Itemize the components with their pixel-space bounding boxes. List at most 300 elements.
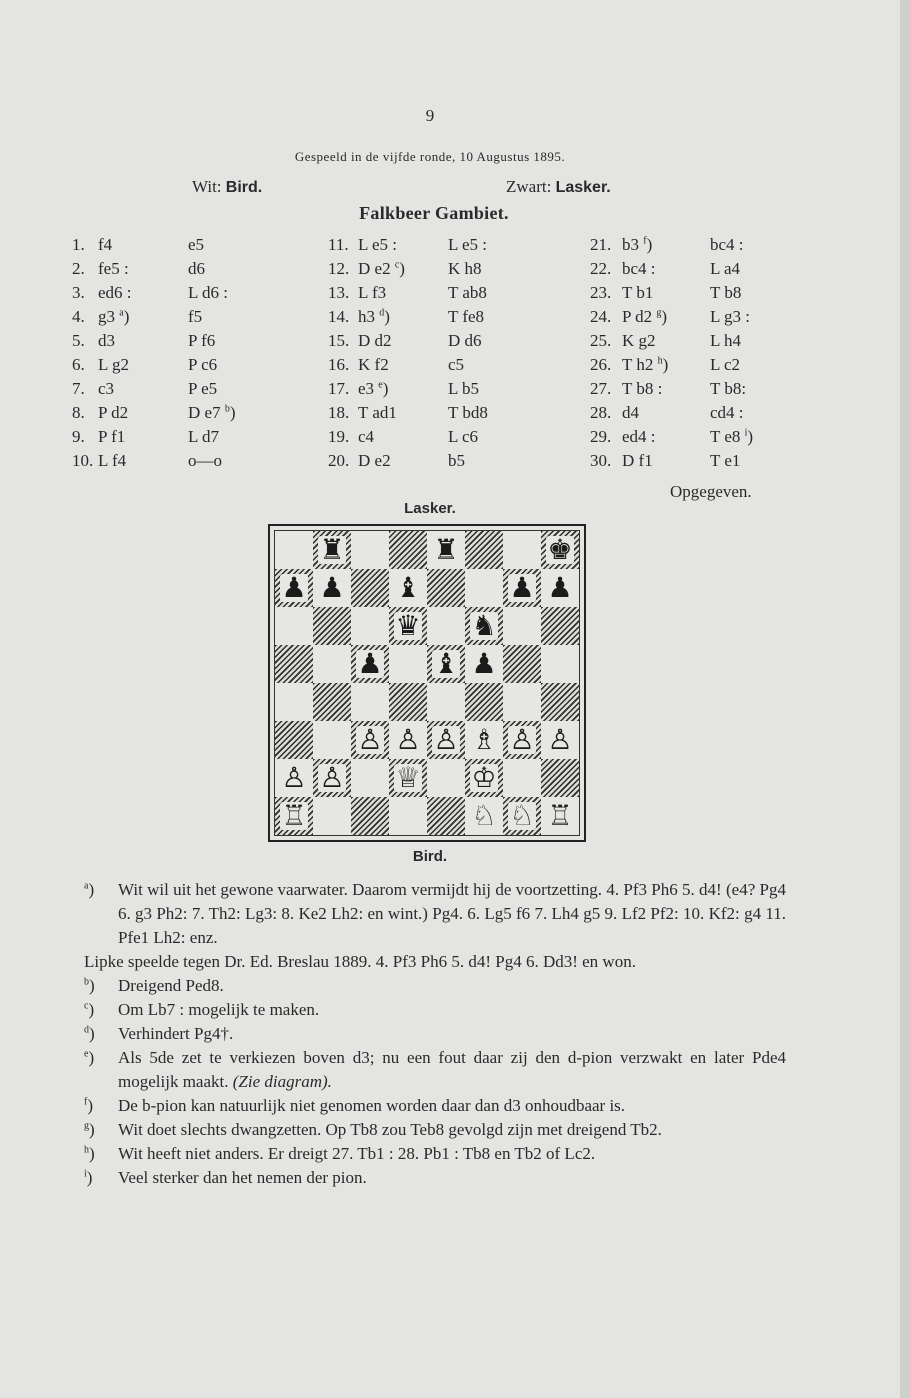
move-number: 11. xyxy=(328,235,349,254)
black-move xyxy=(710,281,741,305)
black-move-text: P f6 xyxy=(188,331,216,350)
move-row xyxy=(72,233,312,257)
board-square xyxy=(351,645,389,683)
black-move xyxy=(710,449,740,473)
board-square xyxy=(427,797,465,835)
black-move-text: T b8 xyxy=(710,283,742,302)
footnote-marker: h xyxy=(84,1144,89,1156)
board-square xyxy=(427,683,465,721)
black-move xyxy=(710,377,746,401)
footnote-text: Wit wil uit het gewone vaarwater. Daarom vermijdt hij de voortzetting. 4. Pf3 Ph6 5. d4! (e4? Pg4 6. g3 Ph2: 7. Th2: Lg3: 8. Ke2 Lh2: en wint.) Pg4. 6. Lg5 f6 7. Lh4 g5 9. Lf2 Pf2: 10. Kf2: g4 11. Pfe1 Lh2: enz. xyxy=(118,880,786,947)
chess-piece: ♘ xyxy=(471,799,497,832)
footnote-f: $^f$) De b-pion kan natuurlijk niet genomen worden daar dan d3 onhoudbaar is. xyxy=(84,1096,626,1115)
white-move-text: b3 xyxy=(622,235,639,254)
footnote-a-continued: Lipke speelde tegen Dr. Ed. Breslau 1889. 4. Pf3 Ph6 5. d4! Pg4 6. Dd3! en won. xyxy=(84,952,636,971)
white-move-text: L f4 xyxy=(98,451,127,470)
move-row xyxy=(590,233,790,257)
black-move-text: L c2 xyxy=(710,355,741,374)
black-move xyxy=(448,377,479,401)
move-number: 15. xyxy=(328,331,350,350)
board-square xyxy=(427,759,465,797)
white-move-text: h3 xyxy=(358,307,375,326)
white-move-text: D d2 xyxy=(358,331,392,350)
board-square xyxy=(503,797,541,835)
note-marker: h xyxy=(657,355,663,367)
black-move xyxy=(188,257,205,281)
move-number: 21. xyxy=(590,235,612,254)
white-move-text: e3 xyxy=(358,379,375,398)
black-move-text: L h4 xyxy=(710,331,742,350)
footnote-text: Dreigend Ped8. xyxy=(118,976,224,995)
black-move xyxy=(188,425,219,449)
board-square xyxy=(313,645,351,683)
move-number: 8. xyxy=(72,403,85,422)
chess-board xyxy=(274,530,580,836)
board-square xyxy=(351,759,389,797)
white-move-text: P d2 xyxy=(622,307,653,326)
footnote-text: Wit heeft niet anders. Er dreigt 27. Tb1 : 28. Pb1 : Tb8 en Tb2 of Lc2. xyxy=(118,1144,596,1163)
board-square xyxy=(541,759,579,797)
board-square xyxy=(427,645,465,683)
board-square xyxy=(275,721,313,759)
board-square xyxy=(351,683,389,721)
black-move-text: T e1 xyxy=(710,451,741,470)
board-square xyxy=(465,721,503,759)
white-move-text: T ad1 xyxy=(358,403,397,422)
move-number: 23. xyxy=(590,283,612,302)
board-square xyxy=(541,607,579,645)
white-move-text: T b1 xyxy=(622,283,654,302)
black-move-text: bc4 : xyxy=(710,235,744,254)
white-move xyxy=(98,377,114,401)
black-move xyxy=(188,305,202,329)
move-number: 7. xyxy=(72,379,85,398)
board-square xyxy=(427,721,465,759)
white-move-text: D f1 xyxy=(622,451,653,470)
board-square xyxy=(313,797,351,835)
white-move xyxy=(98,401,128,425)
board-square xyxy=(503,721,541,759)
black-move-text: K h8 xyxy=(448,259,482,278)
board-square xyxy=(313,531,351,569)
footnote-marker: i xyxy=(84,1168,87,1180)
note-marker: d xyxy=(379,307,385,319)
black-move-text: b5 xyxy=(448,451,465,470)
board-square xyxy=(465,683,503,721)
chess-piece: ♝ xyxy=(433,647,459,680)
black-move-text: f5 xyxy=(188,307,203,326)
white-label: Wit: xyxy=(192,177,222,196)
white-move xyxy=(98,353,129,377)
white-move xyxy=(358,401,397,425)
board-square xyxy=(313,683,351,721)
diagram-black-label: Lasker. xyxy=(404,500,456,517)
footnote-text: Veel sterker dan het nemen der pion. xyxy=(118,1168,367,1187)
move-row xyxy=(328,233,568,257)
move-row xyxy=(328,281,568,305)
footnote-marker: d xyxy=(84,1024,89,1036)
white-move: T h2 $^h$) xyxy=(622,355,669,374)
white-move-text: K f2 xyxy=(358,355,389,374)
white-name: Bird. xyxy=(225,179,263,196)
white-move: D e2 $^c$) xyxy=(358,259,405,278)
board-square xyxy=(389,607,427,645)
board-square xyxy=(427,531,465,569)
chess-piece: ♘ xyxy=(509,799,535,832)
move-row xyxy=(590,329,790,353)
move-number: 20. xyxy=(328,451,350,470)
move-row xyxy=(72,281,312,305)
footnotes xyxy=(66,878,786,1190)
white-move xyxy=(98,449,126,473)
footnote-text: Wit doet slechts dwangzetten. Op Tb8 zou Teb8 gevolgd zijn met dreigend Tb2. xyxy=(118,1120,662,1139)
white-move xyxy=(98,329,115,353)
note-marker: e xyxy=(378,379,383,391)
move-row xyxy=(72,257,312,281)
white-move xyxy=(358,329,392,353)
move-number: 16. xyxy=(328,355,350,374)
black-move-text: c5 xyxy=(448,355,465,374)
chess-piece: ♛ xyxy=(395,609,421,642)
black-move xyxy=(448,353,464,377)
move-row xyxy=(328,353,568,377)
black-move xyxy=(188,233,204,257)
board-square xyxy=(275,569,313,607)
move-row xyxy=(590,353,790,377)
white-move xyxy=(358,233,397,257)
white-move xyxy=(358,449,391,473)
black-move xyxy=(710,353,740,377)
black-move xyxy=(188,449,222,473)
black-move xyxy=(710,329,741,353)
black-move-text: o—o xyxy=(188,451,222,470)
move-row xyxy=(590,257,790,281)
board-square xyxy=(465,645,503,683)
white-move-text: f4 xyxy=(98,235,113,254)
footnote-text: Om Lb7 : mogelijk te maken. xyxy=(118,1000,320,1019)
chess-piece: ♚ xyxy=(547,533,573,566)
board-square xyxy=(541,531,579,569)
move-row xyxy=(328,449,568,473)
black-move-text: D e7 xyxy=(188,403,221,422)
move-row xyxy=(72,305,312,329)
move-number: 19. xyxy=(328,427,350,446)
footnote-e: $^e$) Als 5de zet te verkiezen boven d3; nu een fout daar zij den d-pion verzwakt en later Pde4 mogelijk maakt. (Zie diagram). xyxy=(84,1048,786,1091)
chess-piece: ♙ xyxy=(357,723,383,756)
black-move: T e8 $^i$) xyxy=(710,427,754,446)
move-number: 27. xyxy=(590,379,612,398)
chess-piece: ♔ xyxy=(471,761,497,794)
note-marker: c xyxy=(394,259,400,271)
white-move-text: d4 xyxy=(622,403,639,422)
black-move xyxy=(448,329,482,353)
black-move xyxy=(188,281,228,305)
black-move xyxy=(188,329,215,353)
white-move-text: P f1 xyxy=(98,427,126,446)
black-move-text: T b8: xyxy=(710,379,747,398)
move-row xyxy=(590,281,790,305)
white-move xyxy=(98,425,125,449)
chess-piece: ♙ xyxy=(319,761,345,794)
page-number: 9 xyxy=(425,106,435,125)
black-move-text: L c6 xyxy=(448,427,479,446)
move-row xyxy=(328,329,568,353)
board-square xyxy=(541,797,579,835)
board-square xyxy=(389,797,427,835)
white-move xyxy=(622,449,653,473)
footnote-a: $^a$) Wit wil uit het gewone vaarwater. Daarom vermijdt hij de voortzetting. 4. Pf3 Ph6 5. d4! (e4? Pg4 6. g3 Ph2: 7. Th2: Lg3: 8. Ke2 Lh2: en wint.) Pg4. 6. Lg5 f6 7. Lh4 g5 9. Lf2 Pf2: 10. Kf2: g4 11. Pfe1 Lh2: enz. xyxy=(84,880,786,947)
footnote-marker: b xyxy=(84,976,89,988)
white-move-text: P d2 xyxy=(98,403,129,422)
black-move xyxy=(448,425,478,449)
chess-piece: ♟ xyxy=(547,571,573,604)
black-move-text: L b5 xyxy=(448,379,480,398)
white-move-text: ed4 : xyxy=(622,427,656,446)
board-square xyxy=(389,645,427,683)
black-label: Zwart: xyxy=(506,177,552,196)
move-number: 28. xyxy=(590,403,612,422)
board-square xyxy=(465,607,503,645)
move-number: 13. xyxy=(328,283,350,302)
chess-piece: ♟ xyxy=(509,571,535,604)
black-move-text: T e8 xyxy=(710,427,741,446)
black-move-text: L e5 : xyxy=(448,235,488,254)
black-move xyxy=(448,233,487,257)
footnote-marker: f xyxy=(84,1096,88,1108)
board-square xyxy=(389,569,427,607)
move-number: 12. xyxy=(328,259,350,278)
white-move: h3 $^d$) xyxy=(358,307,390,326)
footnote-b: $^b$) Dreigend Ped8. xyxy=(84,976,224,995)
note-marker: a xyxy=(119,307,124,319)
board-square xyxy=(275,683,313,721)
footnote-c: $^c$) Om Lb7 : mogelijk te maken. xyxy=(84,1000,320,1019)
black-move xyxy=(710,233,744,257)
footnote-g: $^g$) Wit doet slechts dwangzetten. Op Tb8 zou Teb8 gevolgd zijn met dreigend Tb2. xyxy=(84,1120,662,1139)
black-move-text: L a4 xyxy=(710,259,741,278)
board-square xyxy=(351,569,389,607)
move-row xyxy=(72,329,312,353)
move-number: 1. xyxy=(72,235,85,254)
chess-piece: ♟ xyxy=(357,647,383,680)
chess-piece: ♖ xyxy=(281,799,307,832)
board-square xyxy=(541,683,579,721)
board-square xyxy=(351,721,389,759)
chess-piece: ♟ xyxy=(471,647,497,680)
black-move xyxy=(448,449,465,473)
footnote-text: Als 5de zet te verkiezen boven d3; nu een fout daar zij den d-pion verzwakt en later Pde4 mogelijk maakt. xyxy=(118,1048,786,1091)
move-row xyxy=(590,425,790,449)
white-move xyxy=(358,425,374,449)
move-number: 6. xyxy=(72,355,85,374)
move-row xyxy=(72,377,312,401)
white-move: e3 $^e$) xyxy=(358,379,389,398)
white-move: b3 $^f$) xyxy=(622,235,653,254)
black-player xyxy=(506,177,611,197)
black-move xyxy=(710,305,750,329)
footnote-marker: c xyxy=(84,1000,89,1012)
board-square xyxy=(313,607,351,645)
white-move xyxy=(98,233,112,257)
chess-piece: ♙ xyxy=(509,723,535,756)
board-square xyxy=(503,683,541,721)
black-move-text: T fe8 xyxy=(448,307,485,326)
move-row xyxy=(72,425,312,449)
moves-column-1 xyxy=(72,233,312,473)
board-square xyxy=(465,531,503,569)
move-number: 17. xyxy=(328,379,350,398)
footnote-d: $^d$) Verhindert Pg4†. xyxy=(84,1024,234,1043)
black-move xyxy=(710,257,740,281)
white-move xyxy=(622,401,639,425)
board-square xyxy=(465,797,503,835)
page-edge xyxy=(900,0,910,1398)
black-move-text: T bd8 xyxy=(448,403,488,422)
black-name: Lasker. xyxy=(555,179,611,196)
white-move-text: L f3 xyxy=(358,283,387,302)
board-square xyxy=(503,569,541,607)
white-move-text: T h2 xyxy=(622,355,654,374)
black-move xyxy=(188,353,217,377)
chess-piece: ♝ xyxy=(395,571,421,604)
white-move xyxy=(622,329,656,353)
result-text: Opgegeven. xyxy=(670,482,752,501)
board-square xyxy=(503,759,541,797)
black-move-text: e5 xyxy=(188,235,205,254)
white-move-text: g3 xyxy=(98,307,115,326)
diagram-reference: (Zie diagram). xyxy=(232,1072,332,1091)
chess-piece: ♞ xyxy=(471,609,497,642)
board-square xyxy=(275,607,313,645)
white-move xyxy=(622,257,656,281)
note-marker: f xyxy=(643,235,647,247)
chess-piece: ♕ xyxy=(395,761,421,794)
black-move xyxy=(448,257,482,281)
note-marker: b xyxy=(224,403,230,415)
white-move xyxy=(622,281,653,305)
footnote-marker: a xyxy=(84,880,89,892)
white-move xyxy=(358,353,389,377)
white-move-text: d3 xyxy=(98,331,115,350)
move-row xyxy=(590,305,790,329)
move-number: 9. xyxy=(72,427,85,446)
black-move-text: cd4 : xyxy=(710,403,744,422)
board-square xyxy=(275,531,313,569)
white-move: P d2 $^g$) xyxy=(622,307,667,326)
white-move xyxy=(98,281,132,305)
move-number: 14. xyxy=(328,307,350,326)
move-row xyxy=(328,377,568,401)
chess-piece: ♖ xyxy=(547,799,573,832)
black-move xyxy=(448,305,484,329)
chess-piece: ♙ xyxy=(547,723,573,756)
white-move-text: L e5 : xyxy=(358,235,398,254)
board-square xyxy=(313,721,351,759)
black-move-text: L d6 : xyxy=(188,283,228,302)
black-move-text: P c6 xyxy=(188,355,218,374)
chess-diagram xyxy=(268,524,586,842)
move-number: 26. xyxy=(590,355,612,374)
move-row xyxy=(328,305,568,329)
white-move-text: D e2 xyxy=(358,451,391,470)
board-square xyxy=(503,645,541,683)
note-marker: i xyxy=(744,427,748,439)
move-number: 24. xyxy=(590,307,612,326)
footnote-text: De b-pion kan natuurlijk niet genomen worden daar dan d3 onhoudbaar is. xyxy=(118,1096,626,1115)
board-square xyxy=(313,759,351,797)
moves-column-2 xyxy=(328,233,568,473)
white-move-text: D e2 xyxy=(358,259,391,278)
white-move-text: ed6 : xyxy=(98,283,132,302)
white-move xyxy=(98,257,129,281)
footnote-h: $^h$) Wit heeft niet anders. Er dreigt 27. Tb1 : 28. Pb1 : Tb8 en Tb2 of Lc2. xyxy=(84,1144,596,1163)
move-row xyxy=(328,257,568,281)
white-move xyxy=(622,425,656,449)
chess-piece: ♟ xyxy=(319,571,345,604)
white-move-text: c3 xyxy=(98,379,115,398)
chess-piece: ♟ xyxy=(281,571,307,604)
white-move-text: K g2 xyxy=(622,331,656,350)
move-number: 2. xyxy=(72,259,85,278)
move-row xyxy=(72,449,312,473)
move-row xyxy=(72,401,312,425)
opening-title: Falkbeer Gambiet. xyxy=(359,203,509,223)
move-number: 4. xyxy=(72,307,85,326)
chess-piece: ♙ xyxy=(433,723,459,756)
diagram-white-label: Bird. xyxy=(412,848,448,865)
footnote-i: $^i$) Veel sterker dan het nemen der pion. xyxy=(84,1168,367,1187)
board-square xyxy=(275,645,313,683)
move-row xyxy=(590,449,790,473)
footnote-text: Verhindert Pg4†. xyxy=(118,1024,234,1043)
move-number: 5. xyxy=(72,331,85,350)
board-square xyxy=(465,759,503,797)
black-move-text: D d6 xyxy=(448,331,482,350)
white-move xyxy=(622,377,662,401)
board-square xyxy=(465,569,503,607)
black-move-text: P e5 xyxy=(188,379,218,398)
move-row xyxy=(72,353,312,377)
chess-piece: ♗ xyxy=(471,723,497,756)
white-move-text: T b8 : xyxy=(622,379,663,398)
black-move xyxy=(710,401,744,425)
chess-piece: ♙ xyxy=(281,761,307,794)
black-move-text: L d7 xyxy=(188,427,220,446)
footnote-marker: g xyxy=(84,1120,89,1132)
board-square xyxy=(389,721,427,759)
chess-piece: ♙ xyxy=(395,723,421,756)
board-square xyxy=(351,531,389,569)
move-number: 25. xyxy=(590,331,612,350)
move-row xyxy=(328,425,568,449)
board-square xyxy=(427,569,465,607)
black-move: D e7 $^b$) xyxy=(188,403,236,422)
black-move xyxy=(448,281,487,305)
board-square xyxy=(541,569,579,607)
black-move-text: T ab8 xyxy=(448,283,487,302)
white-player xyxy=(192,177,262,197)
board-square xyxy=(503,607,541,645)
board-square xyxy=(541,645,579,683)
board-square xyxy=(503,531,541,569)
black-move xyxy=(448,401,488,425)
black-move xyxy=(188,377,217,401)
board-square xyxy=(313,569,351,607)
board-square xyxy=(389,759,427,797)
move-number: 30. xyxy=(590,451,612,470)
footnote-marker: e xyxy=(84,1048,89,1060)
white-move xyxy=(358,281,386,305)
